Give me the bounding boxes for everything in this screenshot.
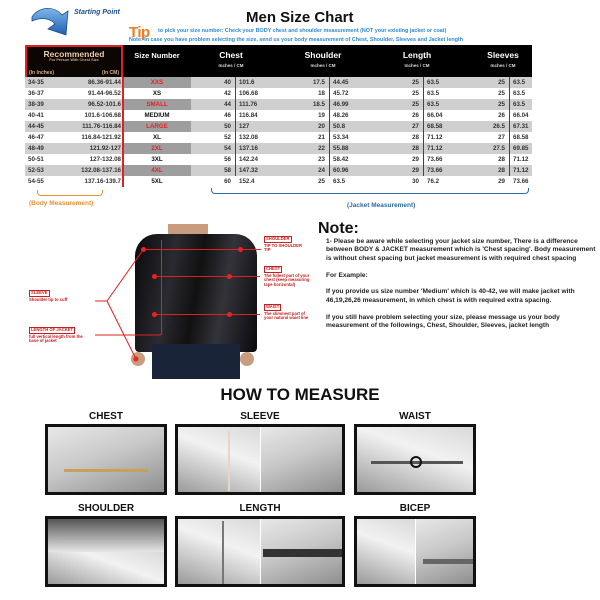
sleeves-in-cell: 25 [498, 101, 505, 108]
shoulder-cm-cell: 60.96 [333, 167, 349, 174]
shoulder-cm-cell: 50.8 [333, 123, 346, 130]
shoulder-in-cell: 22 [318, 145, 325, 152]
recommended-header [25, 45, 123, 77]
sleeves-cm-cell: 69.85 [513, 145, 529, 152]
length-in-cell: 28 [412, 145, 419, 152]
length-line [161, 240, 162, 335]
body-cm-cell: 137.16-139.7 [84, 178, 121, 185]
waist-line [154, 314, 260, 315]
sleeves-cm-cell: 68.58 [513, 134, 529, 141]
sleeve-line-icon [95, 247, 150, 362]
chest-cm-cell: 137.16 [239, 145, 258, 152]
sleeves-cm-cell: 63.5 [513, 101, 526, 108]
shoulder-in-cell: 20 [318, 123, 325, 130]
sleeves-in-cell: 27 [498, 134, 505, 141]
shoulder-in-cell: 19 [318, 112, 325, 119]
shoulder-in-cell: 25 [318, 178, 325, 185]
sleeves-in-cell: 28 [498, 156, 505, 163]
body-in-cell: 34-35 [28, 79, 44, 86]
body-in-cell: 46-47 [28, 134, 44, 141]
body-in-cell: 44-45 [28, 123, 44, 130]
chest-cm-cell: 142.24 [239, 156, 258, 163]
chest-header-title: Chest [219, 50, 243, 60]
chest-in-cell: 60 [224, 178, 231, 185]
table-row [25, 99, 532, 110]
size-number-cell: XS [152, 90, 162, 97]
shoulder-header [283, 45, 363, 77]
chest-in-cell: 42 [224, 90, 231, 97]
body-cm-cell: 91.44-96.52 [87, 90, 121, 97]
table-row [25, 121, 532, 132]
waist-dot-left [152, 312, 157, 317]
body-in-cell: 52-53 [28, 167, 44, 174]
jacket-measurement-figure [0, 222, 310, 382]
sleeves-cm-cell: 66.04 [513, 112, 529, 119]
length-tag-label: LENGTH OF JACKET [31, 327, 74, 332]
size-number-cell: 5XL [151, 178, 163, 185]
chest-in-cell: 50 [224, 123, 231, 130]
body-measurement-label: (Body Measurement) [29, 200, 94, 207]
chest-cm-cell: 101.6 [239, 79, 255, 86]
inches-label: (In Inches) [29, 70, 55, 76]
shoulder-panel-label: SHOULDER [77, 503, 135, 514]
sleeves-cm-cell: 63.5 [513, 90, 526, 97]
chest-panel-label: CHEST [89, 411, 123, 422]
size-number-cell: MEDIUM [144, 112, 170, 119]
sleeves-header [471, 45, 535, 77]
sleeve-tag-label: SLEEVE [31, 290, 48, 295]
starting-point-arrow-icon [28, 3, 80, 43]
body-cm-cell: 111.76-116.84 [82, 123, 121, 130]
sleeves-in-cell: 25 [498, 79, 505, 86]
table-row [25, 165, 532, 176]
shoulder-measure-photo [45, 516, 167, 587]
shoulder-dot-right [238, 247, 243, 252]
chest-header [191, 45, 271, 77]
body-in-cell: 50-51 [28, 156, 44, 163]
table-row [25, 154, 532, 165]
length-in-cell: 25 [412, 79, 419, 86]
length-in-cell: 29 [412, 156, 419, 163]
length-panel-label: LENGTH [239, 503, 281, 514]
measuring-tape [228, 431, 230, 491]
table-row [25, 77, 532, 88]
recommended-title: Recommended [43, 49, 105, 59]
size-number-cell: XXS [123, 77, 191, 88]
body-cm-cell: 127-132.08 [89, 156, 121, 163]
measuring-tape [423, 559, 473, 564]
sleeves-in-cell: 27.5 [492, 145, 505, 152]
table-row [25, 110, 532, 121]
size-number-cell: 4XL [123, 165, 191, 176]
body-cm-cell: 132.08-137.16 [81, 167, 121, 174]
table-row [25, 132, 532, 143]
shoulder-cm-cell: 63.5 [333, 178, 346, 185]
bicep-measure-photo [354, 516, 476, 587]
sleeves-cm-cell: 73.66 [513, 178, 529, 185]
body-measurement-brace [37, 190, 103, 196]
measuring-tape [58, 541, 158, 543]
shoulder-in-cell: 23 [318, 156, 325, 163]
chest-dot-left [152, 274, 157, 279]
jeans-image [152, 344, 240, 379]
length-header [377, 45, 457, 77]
sleeves-in-cell: 25 [498, 90, 505, 97]
chest-divider [235, 77, 236, 176]
body-in-cell: 36-37 [28, 90, 44, 97]
length-cm-cell: 63.5 [427, 90, 440, 97]
chest-in-cell: 44 [224, 101, 231, 108]
waist-dot-right [227, 312, 232, 317]
shoulder-tag-label: SHOULDER [266, 236, 290, 241]
length-divider [423, 77, 424, 176]
waist-tag-label: WAIST [266, 304, 280, 309]
table-header [25, 45, 532, 77]
cm-label: (In CM) [102, 70, 119, 76]
shoulder-in-cell: 17.5 [312, 79, 325, 86]
shoulder-cm-cell: 58.42 [333, 156, 349, 163]
shoulder-cm-cell: 46.99 [333, 101, 349, 108]
tip-text: to pick your size number: Check your BODY chest and shoulder measurement (NOT your existing jacket or coat) [158, 28, 447, 34]
waist-tag [264, 304, 310, 321]
length-cm-cell: 68.58 [427, 123, 443, 130]
measuring-tape [222, 521, 224, 585]
note-body [326, 238, 596, 339]
length-tag [29, 327, 89, 344]
waist-measure-photo [354, 424, 476, 495]
sleeves-divider [509, 77, 510, 176]
shoulder-cm-cell: 55.88 [333, 145, 349, 152]
sleeves-header-title: Sleeves [487, 50, 519, 60]
body-in-cell: 38-39 [28, 101, 44, 108]
length-cm-cell: 73.66 [427, 156, 443, 163]
size-number-cell: 3XL [151, 156, 163, 163]
shoulder-header-units: Inches / CM [310, 63, 336, 68]
note-title: Note: [318, 220, 359, 237]
chest-in-cell: 52 [224, 134, 231, 141]
sleeves-cm-cell: 63.5 [513, 79, 526, 86]
measuring-tape [64, 469, 148, 472]
body-cm-cell: 96.52-101.6 [87, 101, 121, 108]
shoulder-tag-desc: TIP TO SHOULDER TIP [264, 242, 303, 253]
size-number-header: Size Number [134, 51, 180, 60]
note-paragraph-example: If you provide us size number 'Medium' which is 40-42, we will make jacket with 46,19,26,26 measurement, in which chest is with required extra spacing. [326, 288, 575, 304]
shoulder-in-cell: 18 [318, 90, 325, 97]
sleeves-in-cell: 28 [498, 167, 505, 174]
length-cm-cell: 76.2 [427, 178, 440, 185]
chest-tag-desc: The fullest part of your chest (keep measuring tape horizontal) [264, 272, 310, 287]
belt [263, 549, 345, 557]
length-cm-cell: 66.04 [427, 112, 443, 119]
length-cm-cell: 71.12 [427, 145, 443, 152]
shoulder-in-cell: 18.5 [312, 101, 325, 108]
length-header-title: Length [402, 50, 432, 60]
length-cm-cell: 63.5 [427, 101, 440, 108]
chest-cm-cell: 132.08 [239, 134, 258, 141]
chest-line [154, 276, 260, 277]
note-paragraph-contact: If you still have problem selecting your size, please message us your body measurement of the followings, Chest, Shoulder, Sleeves, jacket length [326, 313, 560, 330]
size-number-cell: 2XL [123, 143, 191, 154]
sleeves-in-cell: 29 [498, 178, 505, 185]
chest-dot-right [227, 274, 232, 279]
shoulder-cm-cell: 44.45 [333, 79, 349, 86]
bicep-panel-label: BICEP [399, 503, 431, 514]
chest-cm-cell: 152.4 [239, 178, 255, 185]
note-example-heading: For Example: [326, 271, 368, 279]
shoulder-cm-cell: 53.34 [333, 134, 349, 141]
sleeves-cm-cell: 71.12 [513, 167, 529, 174]
length-header-units: Inches / CM [404, 63, 430, 68]
length-tag-desc: full vertical length from the base of jacket [29, 333, 83, 344]
sleeves-in-cell: 26 [498, 112, 505, 119]
shoulder-tag [264, 236, 308, 253]
chest-header-units: Inches / CM [218, 63, 244, 68]
starting-point-label: Starting Point [74, 9, 120, 16]
length-cm-cell: 73.66 [427, 167, 443, 174]
chest-cm-cell: 116.84 [239, 112, 258, 119]
sleeves-in-cell: 26.5 [492, 123, 505, 130]
shoulder-cm-cell: 45.72 [333, 90, 349, 97]
chest-in-cell: 40 [224, 79, 231, 86]
recommended-subtitle: For Person With Chest Size [49, 58, 99, 62]
chest-measure-photo [45, 424, 167, 495]
table-row [25, 143, 532, 154]
chest-cm-cell: 147.32 [239, 167, 258, 174]
sleeve-tag [29, 290, 91, 302]
shoulder-in-cell: 21 [318, 134, 325, 141]
shoulder-cm-cell: 48.26 [333, 112, 349, 119]
chest-cm-cell: 106.68 [239, 90, 258, 97]
length-in-cell: 29 [412, 167, 419, 174]
shoulder-divider [329, 77, 330, 176]
chest-in-cell: 58 [224, 167, 231, 174]
sleeves-cm-cell: 71.12 [513, 156, 529, 163]
sleeve-measure-photo [175, 424, 345, 495]
chest-in-cell: 46 [224, 112, 231, 119]
length-in-cell: 28 [412, 134, 419, 141]
note-paragraph-1: 1- Please be aware while selecting your jacket size number, There is a difference between BODY & JACKET measurement which is 'Chest spacing'. Body measurement is without chest spacing but jacket measurement is with required chest spacing [326, 238, 596, 262]
tip-heading: Tip [129, 24, 150, 41]
size-number-cell: XL [153, 134, 161, 141]
length-pointer-line [95, 332, 165, 338]
tip-note: Note: In case you have problem selecting the size, send us your body measurement of Chest, Shoulder, Sleeves and Jacket length [129, 37, 464, 43]
sleeves-header-units: Inches / CM [490, 63, 516, 68]
jacket-measurement-brace [211, 188, 529, 194]
body-cm-cell: 121.92-127 [89, 145, 121, 152]
size-number-cell: SMALL [123, 99, 191, 110]
chest-in-cell: 56 [224, 156, 231, 163]
chest-cm-cell: 111.76 [239, 101, 258, 108]
shoulder-header-title: Shoulder [304, 50, 342, 60]
waist-circle-marker-icon [410, 456, 422, 468]
length-in-cell: 26 [412, 112, 419, 119]
sleeve-panel-label: SLEEVE [240, 411, 280, 422]
right-hand [240, 352, 254, 366]
waist-panel-label: WAIST [399, 411, 431, 422]
shoulder-in-cell: 24 [318, 167, 325, 174]
table-row [25, 176, 532, 187]
sleeves-cm-cell: 67.31 [513, 123, 529, 130]
chest-in-cell: 54 [224, 145, 231, 152]
body-in-cell: 40-41 [28, 112, 44, 119]
body-cm-cell: 101.6-106.68 [84, 112, 121, 119]
length-cm-cell: 71.12 [427, 134, 443, 141]
waist-tag-desc: The slimmest part of your natural waist line [264, 310, 309, 321]
length-measure-photo [175, 516, 345, 587]
chest-tag [264, 266, 310, 287]
jacket-measurement-label: (Jacket Measurement) [347, 202, 416, 209]
how-to-measure-title: HOW TO MEASURE [220, 385, 380, 404]
chest-tag-label: CHEST [266, 266, 281, 271]
length-in-cell: 30 [412, 178, 419, 185]
length-in-cell: 25 [412, 101, 419, 108]
length-cm-cell: 63.5 [427, 79, 440, 86]
body-cm-cell: 116.84-121.92 [81, 134, 121, 141]
recommended-divider [122, 77, 124, 187]
body-in-cell: 48-49 [28, 145, 44, 152]
length-in-cell: 27 [412, 123, 419, 130]
length-in-cell: 25 [412, 90, 419, 97]
chest-cm-cell: 127 [239, 123, 250, 130]
size-number-cell: LARGE [123, 121, 191, 132]
sleeve-tag-desc: Shoulder tip to cuff [29, 296, 68, 302]
table-row [25, 88, 532, 99]
body-cm-cell: 86.36-91.44 [87, 79, 121, 86]
body-in-cell: 54-55 [28, 178, 44, 185]
page-title: Men Size Chart [246, 9, 354, 26]
